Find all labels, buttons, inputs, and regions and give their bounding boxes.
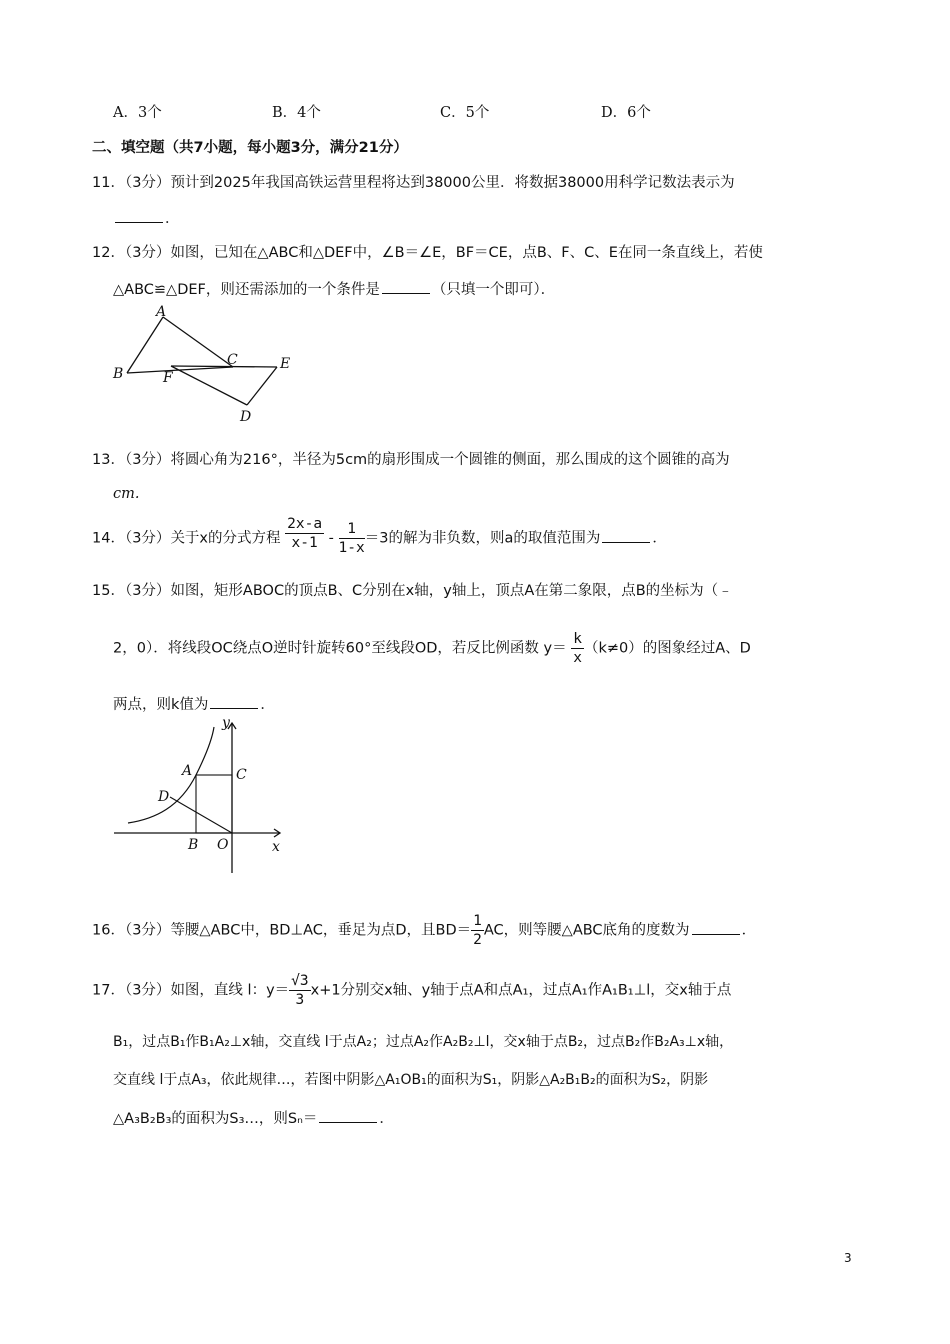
q17-line4 <box>113 1107 394 1128</box>
q17-frac-num: √3 <box>291 973 309 989</box>
option-a: A．3个 <box>113 105 162 121</box>
q15-fraction <box>571 630 584 667</box>
q16-score: （3分） <box>124 922 171 939</box>
q14-number: 14． <box>92 530 125 547</box>
q15-label-c: C <box>236 767 247 783</box>
q17-line1a: 如图，直线 l：y＝ <box>170 982 290 999</box>
question-12 <box>92 241 763 262</box>
q14-frac2-num: 1 <box>339 520 365 539</box>
q16-frac-num: 1 <box>473 913 482 929</box>
q12-label-f: F <box>163 370 173 386</box>
q17-line4b: ． <box>379 1111 394 1127</box>
q17-frac-den: 3 <box>295 992 305 1008</box>
q15-line3 <box>113 693 275 714</box>
q16-fraction <box>471 912 484 949</box>
q15-line2 <box>113 630 751 667</box>
q17-answer-blank[interactable] <box>319 1121 377 1123</box>
q17-number: 17． <box>92 982 125 999</box>
q15-line3a: 两点，则k值为 <box>113 697 209 713</box>
question-17 <box>92 972 731 1009</box>
question-15 <box>92 579 733 600</box>
q13-score: （3分） <box>124 452 171 468</box>
question-11 <box>92 171 735 192</box>
q16-frac-den: 2 <box>473 932 482 948</box>
q15-figure <box>110 715 300 880</box>
q14-score: （3分） <box>124 530 171 547</box>
q16-end: ． <box>741 922 757 939</box>
q13-line1: 将圆心角为216°，半径为5cm的扇形围成一个圆锥的侧面，那么围成的这个圆锥的高为 <box>170 452 730 468</box>
q17-line1b: x+1分别交x轴、y轴于点A和点A₁，过点A₁作A₁B₁⊥l，交x轴于点 <box>310 982 732 999</box>
q17-fraction <box>289 972 310 1009</box>
question-13 <box>92 448 730 469</box>
q12-label-d: D <box>240 409 252 425</box>
q15-label-x: x <box>272 839 280 855</box>
q15-label-a: A <box>182 763 193 779</box>
q15-label-b: B <box>188 837 199 853</box>
q12-line2b: （只填一个即可）． <box>431 282 556 298</box>
q15-line1: 如图，矩形ABOC的顶点B、C分别在x轴，y轴上，顶点A在第二象限，点B的坐标为（﹣ <box>170 583 733 599</box>
q15-answer-blank[interactable] <box>210 707 258 709</box>
q13-unit: cm. <box>113 486 140 502</box>
q14-minus: - <box>328 530 334 547</box>
q11-number: 11． <box>92 175 125 191</box>
q11-text: 预计到2025年我国高铁运营里程将达到38000公里．将数据38000用科学记数法表示为 <box>170 175 735 191</box>
option-d: D．6个 <box>601 105 651 121</box>
q11-line2 <box>113 207 180 228</box>
q13-number: 13． <box>92 452 125 468</box>
q12-number: 12． <box>92 245 125 261</box>
q17-line4a: △A₃B₂B₃的面积为S₃…，则Sₙ＝ <box>113 1111 318 1127</box>
q14-frac2-den: 1-x <box>338 540 365 556</box>
q11-score: （3分） <box>124 175 171 191</box>
q15-frac-num: k <box>573 631 582 647</box>
q12-label-e: E <box>280 356 291 372</box>
q15-frac-den: x <box>573 650 582 666</box>
option-b: B．4个 <box>272 105 321 121</box>
q15-label-o: O <box>217 837 229 853</box>
q17-line2: B₁，过点B₁作B₁A₂⊥x轴，交直线 l于点A₂；过点A₂作A₂B₂⊥l，交x轴于点B₂，过点B₂作B₂A₃⊥x轴， <box>113 1034 734 1050</box>
question-14 <box>92 516 667 557</box>
q15-line3b: ． <box>260 697 275 713</box>
q15-label-y: y <box>222 715 230 731</box>
q11-answer-blank[interactable] <box>115 221 163 223</box>
question-16 <box>92 912 756 949</box>
q12-answer-blank[interactable] <box>382 292 430 294</box>
q14-text-a: 关于x的分式方程 <box>170 530 281 547</box>
q14-fraction-2 <box>339 520 365 557</box>
q14-end: ． <box>652 530 667 547</box>
q15-label-d: D <box>158 789 170 805</box>
q15-number: 15． <box>92 583 125 599</box>
section-title: 二、填空题（共7小题，每小题3分，满分21分） <box>92 140 408 156</box>
q14-frac1-num: 2x-a <box>287 516 323 532</box>
q15-line2a: 2，0）．将线段OC绕点O逆时针旋转60°至线段OD，若反比例函数 y＝ <box>113 640 567 657</box>
q12-line2 <box>113 278 555 299</box>
q14-frac1-den: x-1 <box>291 535 318 551</box>
q12-figure <box>105 300 305 430</box>
q12-label-c: C <box>227 352 238 368</box>
q15-line2b: （k≠0）的图象经过A、D <box>583 640 751 657</box>
q14-answer-blank[interactable] <box>602 541 650 543</box>
q13-line2 <box>113 486 139 502</box>
q12-label-a: A <box>156 304 167 320</box>
q17-line3: 交直线 l于点A₃，依此规律…，若图中阴影△A₁OB₁的面积为S₁，阴影△A₂B₁B₂的面积为S₂，阴影 <box>113 1072 709 1088</box>
q12-line1: 如图，已知在△ABC和△DEF中，∠B＝∠E，BF＝CE，点B、F、C、E在同一条直线上，若使 <box>170 245 763 261</box>
q15-score: （3分） <box>124 583 171 599</box>
q16-text-b: AC，则等腰△ABC底角的度数为 <box>483 922 690 939</box>
q16-answer-blank[interactable] <box>692 933 740 935</box>
q12-score: （3分） <box>124 245 171 261</box>
q14-text-b: ＝3的解为非负数，则a的取值范围为 <box>364 530 601 547</box>
q11-end: ． <box>165 211 180 227</box>
q12-line2a: △ABC≌△DEF，则还需添加的一个条件是 <box>113 282 380 298</box>
q12-label-b: B <box>113 366 124 382</box>
q14-fraction-1 <box>285 515 324 552</box>
q17-score: （3分） <box>124 982 171 999</box>
option-c: C．5个 <box>440 105 490 121</box>
page-number: 3 <box>844 1251 852 1265</box>
q16-number: 16． <box>92 922 125 939</box>
q16-text-a: 等腰△ABC中，BD⊥AC，垂足为点D，且BD＝ <box>170 922 472 939</box>
